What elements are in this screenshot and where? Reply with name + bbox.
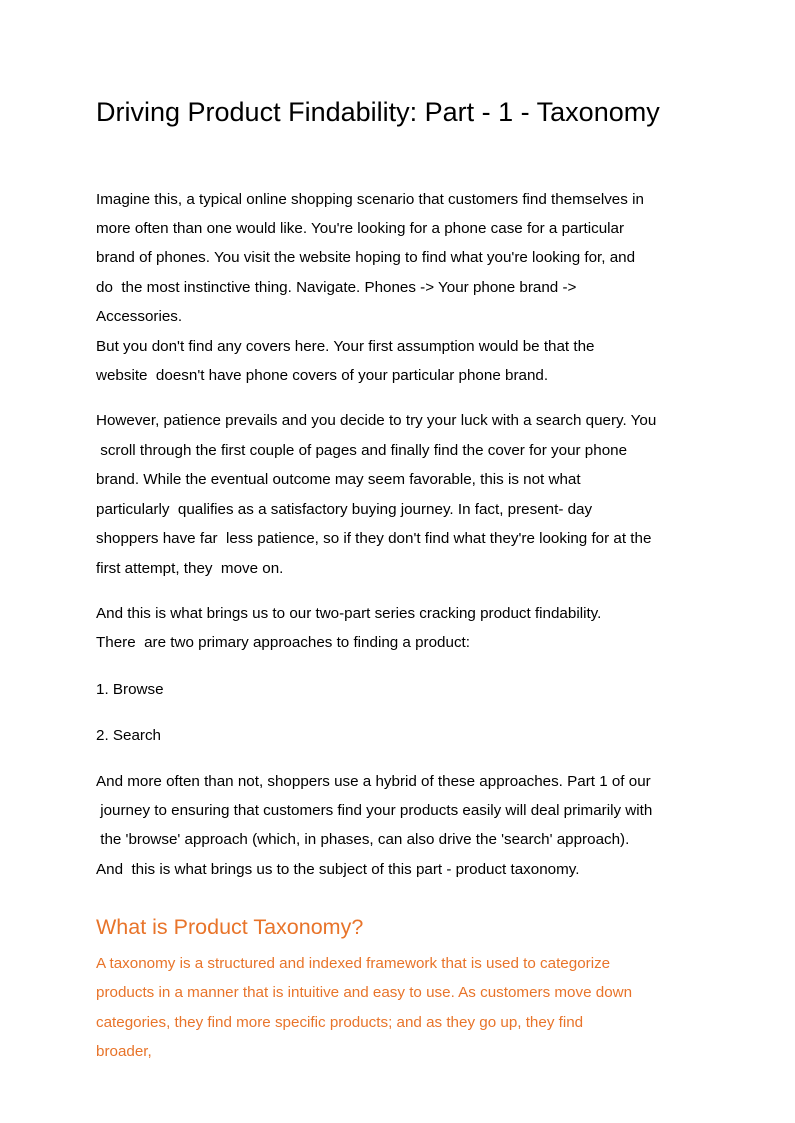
intro-line: website doesn't have phone covers of your particular phone brand. xyxy=(96,367,549,384)
intro-line: But you don't find any covers here. Your first assumption would be that the xyxy=(96,338,595,355)
section-line: categories, they find more specific products; and as they go up, they find xyxy=(96,1014,584,1031)
intro-line: Accessories. xyxy=(96,308,183,325)
patience-line: However, patience prevails and you decide to try your luck with a search query. You xyxy=(96,412,657,429)
patience-line: shoppers have far less patience, so if they don't find what they're looking for at the xyxy=(96,530,652,547)
intro-line: brand of phones. You visit the website hoping to find what you're looking for, and xyxy=(96,249,636,266)
section-line: products in a manner that is intuitive and easy to use. As customers move down xyxy=(96,984,633,1001)
page-title: Driving Product Findability: Part - 1 - Taxonomy xyxy=(96,97,660,127)
series-line: There are two primary approaches to finding a product: xyxy=(96,634,470,651)
section-line: broader, xyxy=(96,1043,152,1060)
list-item-browse: 1. Browse xyxy=(96,681,164,698)
patience-line: particularly qualifies as a satisfactory buying journey. In fact, present- day xyxy=(96,501,593,518)
patience-line: brand. While the eventual outcome may seem favorable, this is not what xyxy=(96,471,581,488)
section-line: A taxonomy is a structured and indexed framework that is used to categorize xyxy=(96,955,611,972)
section-heading: What is Product Taxonomy? xyxy=(96,915,364,939)
intro-line: more often than one would like. You're looking for a phone case for a particular xyxy=(96,220,625,237)
intro-line: do the most instinctive thing. Navigate. Phones -> Your phone brand -> xyxy=(96,279,577,296)
intro-line: Imagine this, a typical online shopping scenario that customers find themselves in xyxy=(96,191,644,208)
hybrid-line: the 'browse' approach (which, in phases, can also drive the 'search' approach). xyxy=(96,831,630,848)
patience-line: scroll through the first couple of pages and finally find the cover for your phone xyxy=(96,442,628,459)
hybrid-line: And this is what brings us to the subject of this part - product taxonomy. xyxy=(96,861,580,878)
hybrid-line: And more often than not, shoppers use a hybrid of these approaches. Part 1 of our xyxy=(96,773,651,790)
list-item-search: 2. Search xyxy=(96,727,162,744)
series-line: And this is what brings us to our two-part series cracking product findability. xyxy=(96,605,602,622)
patience-line: first attempt, they move on. xyxy=(96,560,284,577)
hybrid-line: journey to ensuring that customers find your products easily will deal primarily with xyxy=(96,802,653,819)
